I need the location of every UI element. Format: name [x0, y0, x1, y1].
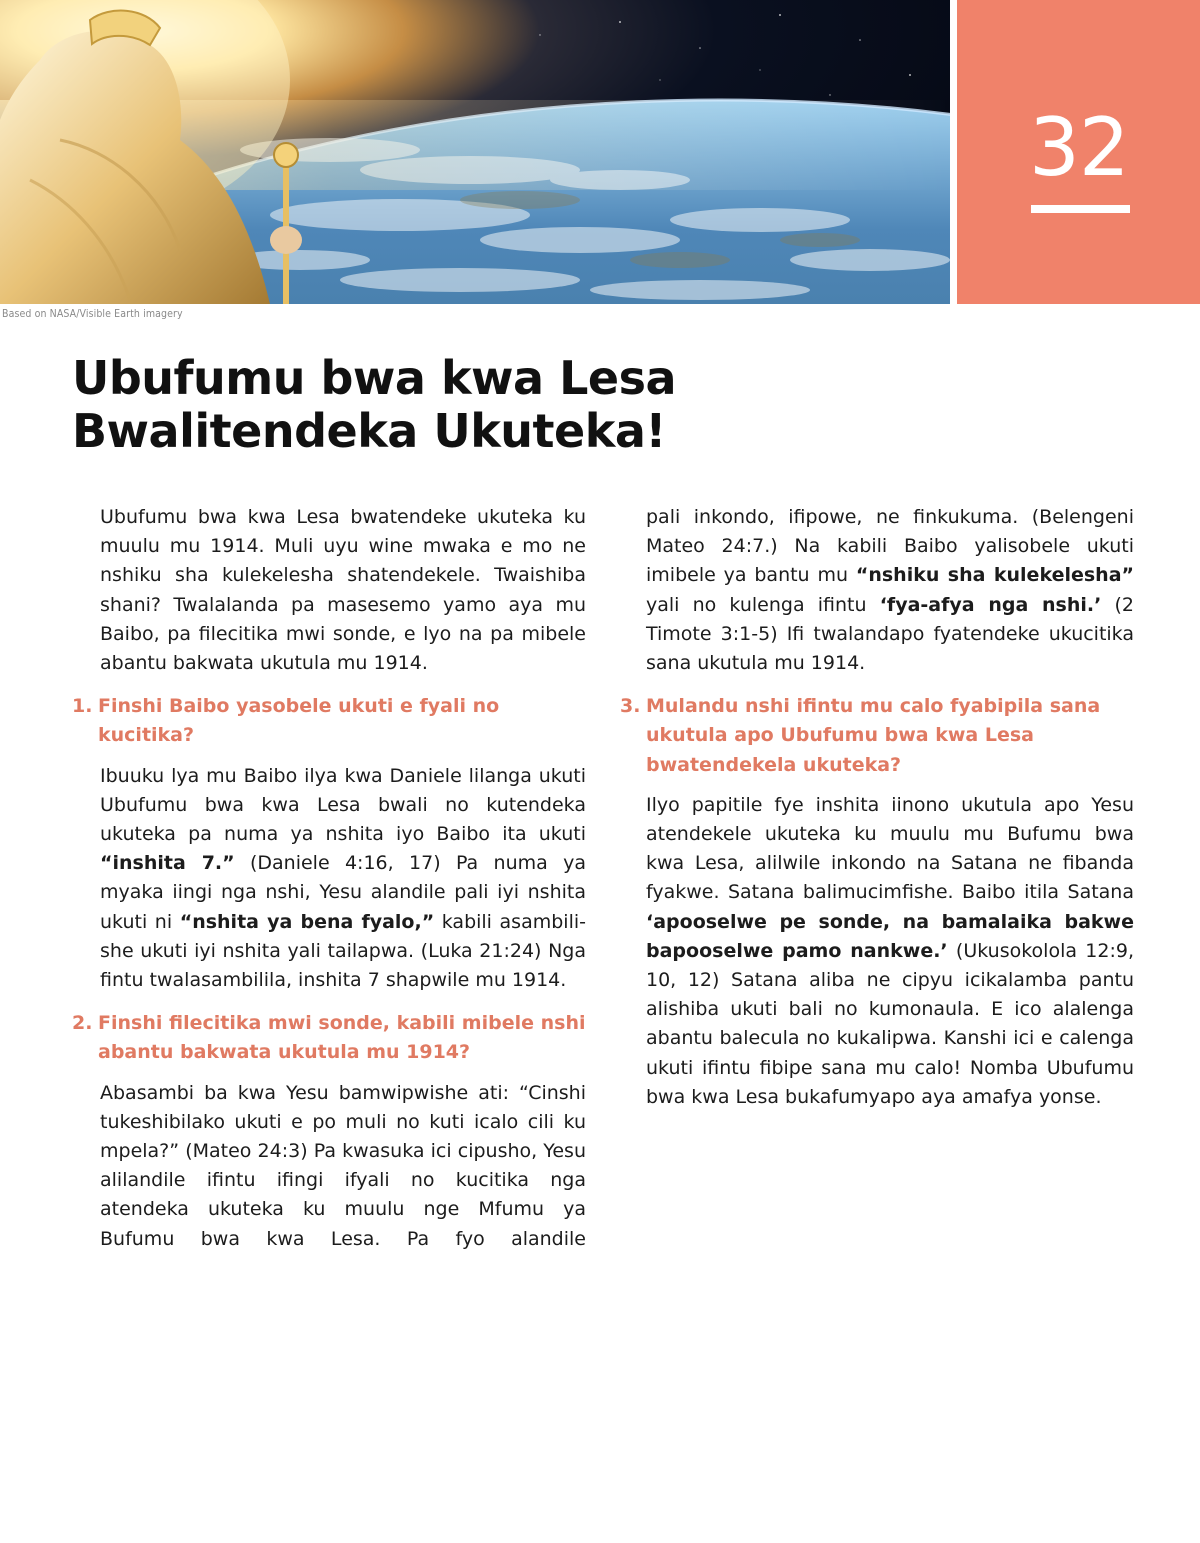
- answer-2-text: pali inkondo, ifipowe, ne finkukuma. (Belengeni Mateo 24:7.) Na kabili Baibo yalisobele ukuti imibele ya bantu mu: [646, 506, 1134, 587]
- lesson-number-underline: [1031, 205, 1130, 213]
- answer-3-text: (Ukusokolola 12:9, 10, 12) Satana aliba ne cipyu icikalamba pantu alishiba ukuti bali no kumonaula. E ico alalenga abantu balecula no kukalipwa. Kanshi ici e calenga ukuti ifintu fibipe sana mu calo! Nomba Ubufumu bwa kwa Lesa bukafumyapo aya amafya yonse.: [646, 939, 1134, 1108]
- answer-1-text: kabili asambilishe ukuti iyi nshita yali tailapwa. (Luka 21:24) Nga fintu twalasambilila, inshita 7 shapwile mu 1914.: [100, 910, 586, 992]
- question-3: [620, 692, 1134, 780]
- answer-2-emphasis: “nshiku sha kulekelesha”: [855, 564, 1134, 587]
- question-2-number: 2.: [72, 1012, 93, 1035]
- question-1-number: 1.: [72, 695, 93, 718]
- question-2: [72, 1009, 586, 1067]
- header-image: [0, 0, 950, 304]
- answer-1-paragraph: [72, 762, 586, 996]
- answer-2-text: yali no kulenga ifintu: [646, 593, 880, 616]
- page-title: [72, 352, 832, 458]
- answer-3-emphasis: ‘apooselwe pe sonde, na bamalaika bakwe bapooselwe pamo nankwe.’: [646, 910, 1134, 962]
- question-1: [72, 692, 586, 750]
- answer-1-text: (Daniele 4:16, 17) Pa numa ya myaka iingi nga nshi, Yesu alandile pali iyi nshita ukuti ni: [100, 852, 586, 933]
- answer-2-emphasis: ‘fya-afya nga nshi.’: [879, 593, 1102, 616]
- question-3-number: 3.: [620, 695, 641, 718]
- intro-paragraph: Ubufumu bwa kwa Lesa bwatendeke ukuteka ku muulu mu 1914. Muli uyu wine mwaka e mo ne nshiku sha kulekelesha shatendekele. Twaishiba shani? Twalalanda pa masesemo yamo aya mu Baibo, pa filecitika mwi sonde, e lyo na pa mibele abantu bakwata ukutula mu 1914.: [100, 506, 586, 675]
- question-2-text: Finshi filecitika mwi sonde, kabili mibele nshi abantu bakwata ukutula mu 1914?: [98, 1012, 586, 1064]
- answer-2-continued-paragraph: [620, 503, 1134, 678]
- right-column: [620, 503, 1134, 1112]
- lesson-number-block: [957, 0, 1200, 304]
- answer-1-text: Ibuuku lya mu Baibo ilya kwa Daniele lilanga ukuti Ubufumu bwa kwa Lesa bwali no kutendeka ukuteka pa numa ya nshita iyo Baibo ita ukuti: [100, 764, 586, 846]
- page-title-line-2: Bwalitendeka Ukuteka!: [72, 404, 666, 458]
- lesson-number: 32: [1029, 101, 1129, 194]
- answer-3-text: Ilyo papitile fye inshita iinono ukutula apo Yesu atendekele ukuteka ku muulu mu Bufumu bwa kwa Lesa, alilwile inkondo na Satana ne fibanda fyakwe. Satana balimucimfishe. Baibo itila Satana: [646, 793, 1134, 904]
- answer-1-emphasis: “nshita ya bena fyalo,”: [179, 910, 435, 933]
- answer-2-text: (2 Timote 3:1-5) Ifi twalandapo fyatendeke ukucitika sana ukutula mu 1914.: [646, 593, 1134, 675]
- answer-3-paragraph: [620, 791, 1134, 1112]
- answer-2-paragraph: Abasambi ba kwa Yesu bamwipwishe ati: “Cinshi tukeshibilako ukuti e po muli no kuti icalo cili ku mpela?” (Mateo 24:3) Pa kwasuka ici cipusho, Yesu alilandile ifintu ifingi ifyali no kucitika nga atendeka ukuteka ku muulu nge Mfumu ya Bufumu bwa kwa Lesa. Pa fyo alandile: [100, 1081, 586, 1250]
- question-1-text: Finshi Baibo yasobele ukuti e fyali no kucitika?: [98, 695, 500, 747]
- image-credit: Based on NASA/Visible Earth imagery: [2, 308, 183, 320]
- earth-from-space-illustration: [0, 0, 950, 304]
- left-column: [72, 503, 586, 1254]
- answer-1-emphasis: “inshita 7.”: [100, 852, 235, 875]
- page-title-line-1: Ubufumu bwa kwa Lesa: [72, 351, 677, 405]
- question-3-text: Mulandu nshi ifintu mu calo fyabipila sana ukutula apo Ubufumu bwa kwa Lesa bwatendekela ukuteka?: [646, 695, 1101, 776]
